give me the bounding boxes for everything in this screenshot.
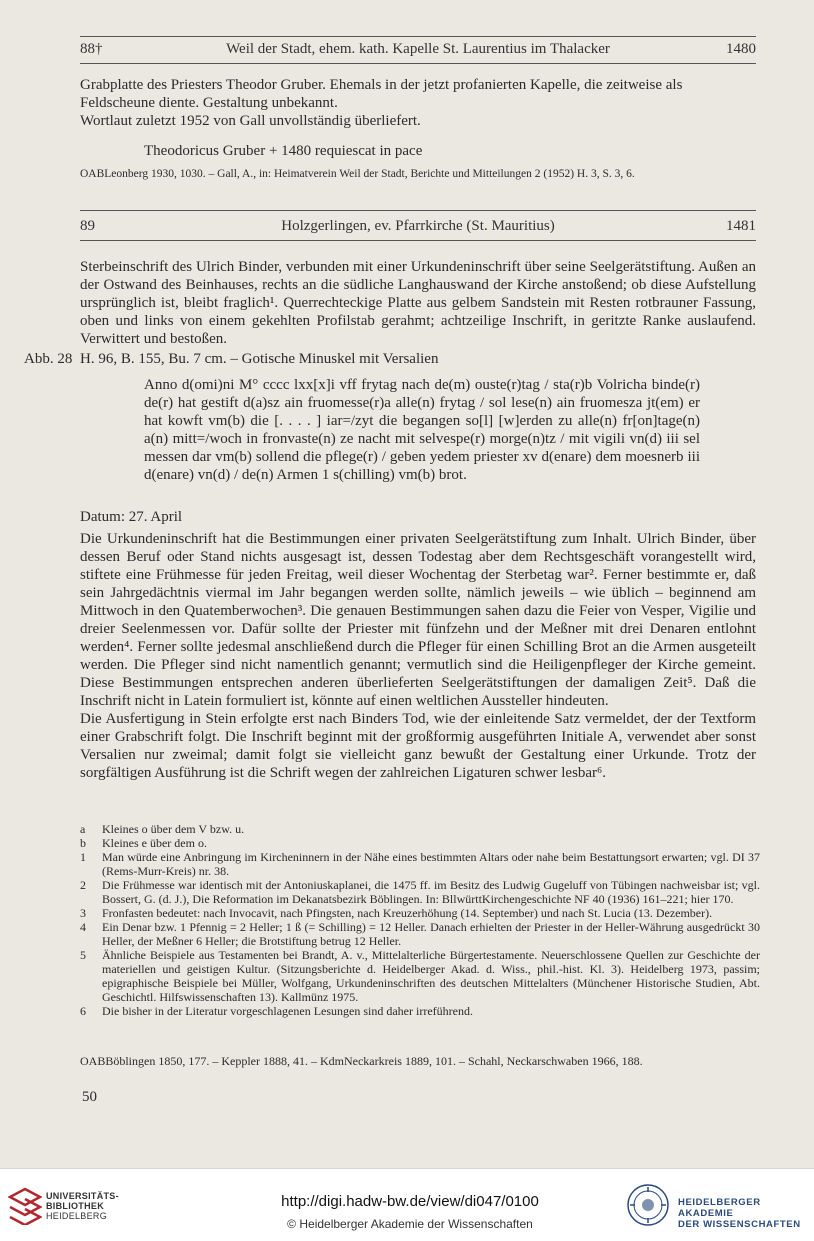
header-rule-top bbox=[80, 210, 756, 211]
header-rule-bottom bbox=[80, 240, 756, 241]
figure-reference: Abb. 28 bbox=[24, 351, 73, 367]
entry-89-title: Holzgerlingen, ev. Pfarrkirche (St. Mauritius) bbox=[281, 218, 555, 234]
entry-89-date: Datum: 27. April bbox=[80, 509, 183, 525]
commentary-paragraph: Die Urkundeninschrift hat die Bestimmungen einer privaten Seelgerätstiftung zum Inhalt. Ulrich Binder, über dessen Beruf oder Stand nichts ausgesagt ist, dessen Todestag aber dem Rechtsgeschäft vorangestellt wird, stiftete eine Frühmesse für jeden Freitag, weil dieser Wochentag der Sterbetag war². Ferner bestimmte er, daß sein Jahrgedächtnis viermal im Jahr begangen werden sollte, nämlich jeweils – wie üblich – beginnend am Mittwoch in den Quatemberwochen³. Die genauen Bestimmungen sahen dazu die Feier von Vesper, Vigilie und dreier Seelenmessen vor. Dafür sollte der Priester mit fünfzehn und der Meßner mit drei Denaren entlohnt werden⁴. Ferner sollte jedesmal anschließend durch die Pfleger für einen Schilling Brot an die Armen ausgeteilt werden. Die Pfleger sind nicht namentlich genannt; vermutlich sind die Heiligenpfleger der Kirche gemeint. Diese Bestimmungen entsprechen anderen überlieferten Seelgerätstiftungen der damaligen Zeit⁵. Daß die Inschrift nicht in Latein formuliert ist, könnte auf einen weltlichen Aussteller hindeuten. bbox=[80, 531, 756, 709]
footnote-text: Man würde eine Anbringung im Kircheninnern in der Nähe eines bestimmten Altars oder nahe beim Bestattungsort erwarten; vgl. DI 37 (Rems-Murr-Kreis) nr. 38. bbox=[102, 850, 760, 878]
footnote-text: Die Frühmesse war identisch mit der Antoniuskaplanei, die 1475 ff. im Besitz des Ludwig Gugeluff von Tübingen nachweisbar ist; vgl. Bossert, G. (d. J.), Die Reformation im Dekanatsbezirk Böblingen. In: BllwürttKirchengeschichte NF 40 (1936) 161–221; hier 170. bbox=[102, 878, 760, 906]
entry-89-inscription: Anno d(omi)ni M° cccc lxx[x]i vff frytag nach de(m) ouste(r)tag / sta(r)b Volricha binde(r) de(r) hat gestift d(a)sz ain fruomesse(r)a alle(n) frytag / sol lese(n) ain fruomesza jt(em) er hat kowft vm(b) die [. . . . ] iar=/zyt die begangen so[l] [w]erden zu alle(n) fr[on]tage(n) a(n) mitt=/woch in fronvaste(n) ze nacht mit selvespe(r) morge(n)tz / mit vigili vn(d) iii sel messen dar vm(b) sollend die pflege(r) / geben yedem priester xv d(enare) dem moesnerb iii d(enare) vn(d) / de(n) Armen 1 s(chilling) vm(b) brot. bbox=[144, 377, 700, 483]
entry-88-header bbox=[80, 40, 756, 58]
footnote bbox=[80, 906, 760, 920]
footnote-mark: 5 bbox=[80, 948, 86, 962]
uni-line: UNIVERSITÄTS- bbox=[46, 1191, 119, 1201]
footnote-text: Die bisher in der Literatur vorgeschlagenen Lesungen sind daher irreführend. bbox=[102, 1004, 473, 1018]
entry-88-title: Weil der Stadt, ehem. kath. Kapelle St. Laurentius im Thalacker bbox=[226, 41, 610, 57]
entry-89-description: Sterbeinschrift des Ulrich Binder, verbunden mit einer Urkundeninschrift über seine Seelgerätstiftung. Außen an der Ostwand des Beinhauses, rechts an die südliche Langhauswand der Kirche anstoßend; ob diese Aufstellung ursprünglich ist, bleibt fraglich¹. Querrechteckige Platte aus gelbem Sandstein mit Resten rotbrauner Fassung, oben und links von einem gekehlten Profilstab gerahmt; achtzeilige Inschrift, in geritzte Ranke auslaufend. Verwittert und bestoßen. bbox=[80, 259, 756, 347]
entry-88-number: 88† bbox=[80, 41, 103, 57]
permalink-url[interactable]: http://digi.hadw-bw.de/view/di047/0100 bbox=[281, 1193, 539, 1210]
footnote-text: Ähnliche Beispiele aus Testamenten bei Brandt, A. v., Mittelalterliche Bürgertestamente. Neuerschlossene Quellen zur Geschichte der materiellen und geistigen Kultur. (Sitzungsberichte d. Heidelberger Akad. d. Wiss., phil.-hist. Kl. 3). Heidelberg 1973, passim; epigraphische Beispiele bei Müller, Wolfgang, Urkundeninschriften des deutschen Mittelalters (Münchener Historische Studien, Abt. Geschichtl. Hilfswissenschaften 13). Kallmünz 1975. bbox=[102, 948, 760, 1004]
entry-88-literature: OABLeonberg 1930, 1030. – Gall, A., in: Heimatverein Weil der Stadt, Berichte und Mitteilungen 2 (1952) H. 3, S. 3, 6. bbox=[80, 168, 635, 180]
entry-89-measurements: H. 96, B. 155, Bu. 7 cm. – Gotische Minuskel mit Versalien bbox=[80, 351, 439, 367]
footnote-text: Kleines e über dem o. bbox=[102, 836, 207, 850]
entry-89-literature: OABBöblingen 1850, 177. – Keppler 1888, 41. – KdmNeckarkreis 1889, 101. – Schahl, Neckarschwaben 1966, 188. bbox=[80, 1054, 643, 1068]
page-number: 50 bbox=[82, 1089, 97, 1105]
uni-line: BIBLIOTHEK bbox=[46, 1201, 104, 1211]
footnote-text: Kleines o über dem V bzw. u. bbox=[102, 822, 245, 836]
commentary-paragraph: Die Ausfertigung in Stein erfolgte erst nach Binders Tod, wie der einleitende Satz vermeldet, der der Textform einer Grabschrift folgt. Die Inschrift beginnt mit der großformig ausgeführten Initiale A, verwendet aber sonst Versalien nur zweimal; damit folgt sie vielleicht ganz bewußt der Gestaltung einer Urkunde. Trotz der sorgfältigen Ausführung ist die Schrift wegen der zahlreichen Ligaturen schwer lesbar⁶. bbox=[80, 711, 756, 781]
footnote-mark: b bbox=[80, 836, 86, 850]
footnote-mark: 2 bbox=[80, 878, 86, 892]
footnote bbox=[80, 822, 760, 836]
footnote bbox=[80, 1004, 760, 1018]
footnote bbox=[80, 836, 760, 850]
footnote bbox=[80, 920, 760, 948]
entry-88-inscription: Theodoricus Gruber + 1480 requiescat in pace bbox=[144, 143, 423, 159]
entry-88-desc-line: Feldscheune diente. Gestaltung unbekannt. bbox=[80, 95, 338, 111]
entry-89-header bbox=[80, 217, 756, 235]
university-library-logo-icon[interactable] bbox=[8, 1187, 42, 1225]
footnote bbox=[80, 850, 760, 878]
header-rule-top bbox=[80, 36, 756, 37]
footnote-text: Fronfasten bedeutet: nach Invocavit, nach Pfingsten, nach Kreuzerhöhung (14. September) und nach St. Lucia (13. Dezember). bbox=[102, 906, 713, 920]
entry-89-commentary bbox=[80, 530, 756, 782]
uni-line: HEIDELBERG bbox=[46, 1211, 108, 1221]
footnote-mark: 4 bbox=[80, 920, 86, 934]
footnote-mark: 3 bbox=[80, 906, 86, 920]
entry-88-desc-line: Grabplatte des Priesters Theodor Gruber. Ehemals in der jetzt profanierten Kapelle, die zeitweise als bbox=[80, 77, 683, 93]
academy-line: DER WISSENSCHAFTEN bbox=[678, 1219, 801, 1230]
footnote-mark: 6 bbox=[80, 1004, 86, 1018]
header-rule-bottom bbox=[80, 63, 756, 64]
footnote-text: Ein Denar bzw. 1 Pfennig = 2 Heller; 1 ß (= Schilling) = 12 Heller. Danach erhielten der Priester in der Heller-Währung ausgedrückt 30 Heller, der Meßner 6 Heller; die Brotstiftung betrug 12 Heller. bbox=[102, 920, 760, 948]
academy-seal-icon[interactable] bbox=[626, 1183, 670, 1227]
academy-name bbox=[678, 1197, 814, 1230]
footnotes bbox=[80, 822, 760, 1018]
footnote-mark: a bbox=[80, 822, 86, 836]
viewer-footer bbox=[0, 1168, 814, 1241]
entry-88-year: 1480 bbox=[726, 41, 756, 57]
footnote bbox=[80, 948, 760, 1004]
copyright-notice: © Heidelberger Akademie der Wissenschaften bbox=[287, 1217, 533, 1231]
entry-88-desc-line: Wortlaut zuletzt 1952 von Gall unvollständig überliefert. bbox=[80, 113, 421, 129]
footnote bbox=[80, 878, 760, 906]
academy-line: HEIDELBERGER AKADEMIE bbox=[678, 1197, 761, 1219]
footnote-mark: 1 bbox=[80, 850, 86, 864]
entry-88-description bbox=[80, 76, 756, 130]
entry-89-number: 89 bbox=[80, 218, 95, 234]
university-library-name bbox=[46, 1191, 119, 1221]
entry-89-year: 1481 bbox=[726, 218, 756, 234]
